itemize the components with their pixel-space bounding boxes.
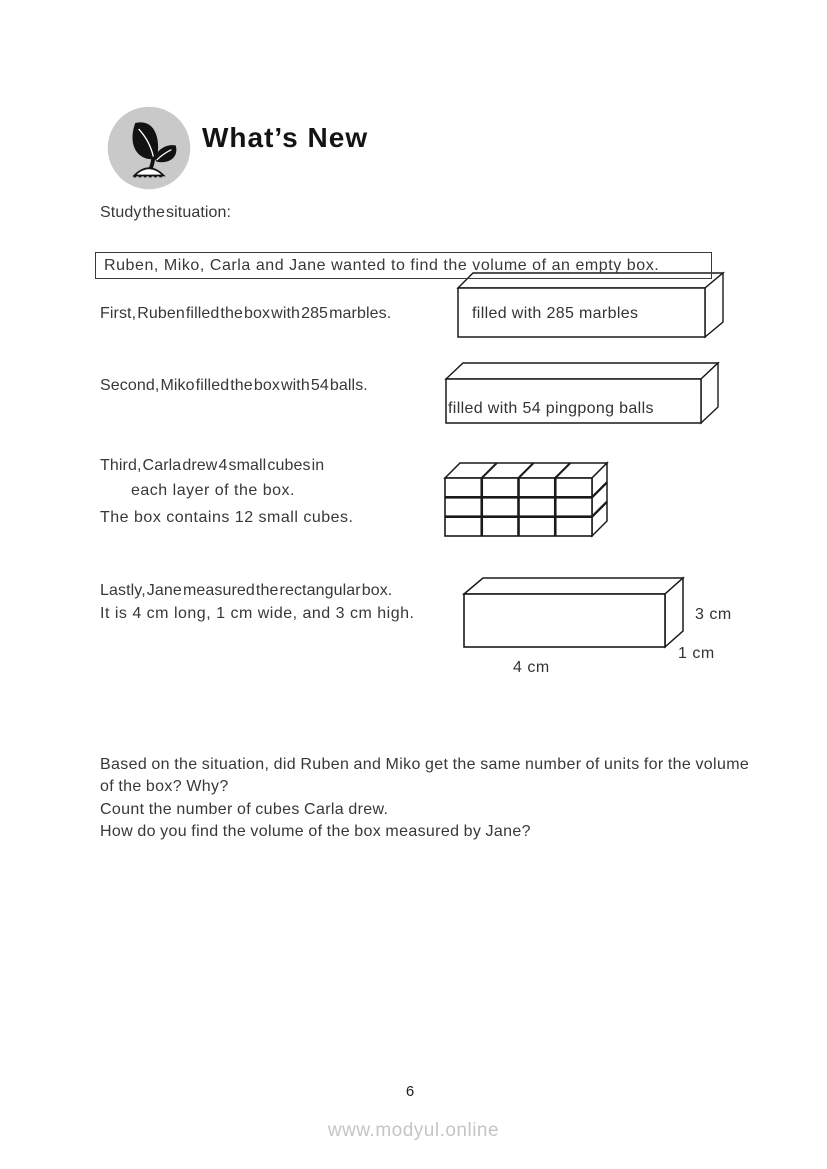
width-dimension-label: 1 cm	[678, 645, 715, 662]
question-1: Based on the situation, did Ruben and Miko get the same number of units for the volume of the box? Why?	[100, 756, 750, 796]
marbles-box-diagram	[455, 271, 727, 343]
step-3-text-line1: Third, Carla drew 4 small cubes in	[100, 457, 325, 474]
seedling-icon	[106, 105, 192, 191]
pingpong-box-label: filled with 54 pingpong balls	[448, 400, 654, 417]
step-1-text: First, Ruben filled the box with 285 marbles.	[100, 305, 392, 322]
step-2-text: Second, Miko filled the box with 54 balls.	[100, 377, 368, 394]
pingpong-box-diagram	[444, 360, 722, 426]
measured-box-diagram	[462, 576, 686, 651]
whats-new-title: What’s New	[202, 122, 369, 153]
cubes-grid-diagram	[443, 455, 613, 540]
step-3-text-line3: The box contains 12 small cubes.	[100, 509, 354, 526]
situation-box	[95, 252, 712, 279]
situation-text: Ruben, Miko, Carla and Jane wanted to find the volume of an empty box.	[104, 257, 660, 274]
question-3: How do you find the volume of the box measured by Jane?	[100, 823, 531, 841]
marbles-box-label: filled with 285 marbles	[472, 305, 639, 322]
height-dimension-label: 3 cm	[695, 606, 732, 623]
step-3-text-line2: each layer of the box.	[131, 482, 295, 499]
questions-block	[100, 754, 758, 844]
footer-url: www.modyul.online	[327, 1120, 500, 1141]
intro-text: Study the situation:	[100, 204, 232, 221]
page-number: 6	[405, 1083, 415, 1100]
question-2: Count the number of cubes Carla drew.	[100, 800, 389, 818]
step-4-text-line1: Lastly, Jane measured the rectangular box.	[100, 582, 393, 599]
step-4-text-line2: It is 4 cm long, 1 cm wide, and 3 cm high.	[100, 605, 415, 622]
length-dimension-label: 4 cm	[513, 659, 550, 676]
